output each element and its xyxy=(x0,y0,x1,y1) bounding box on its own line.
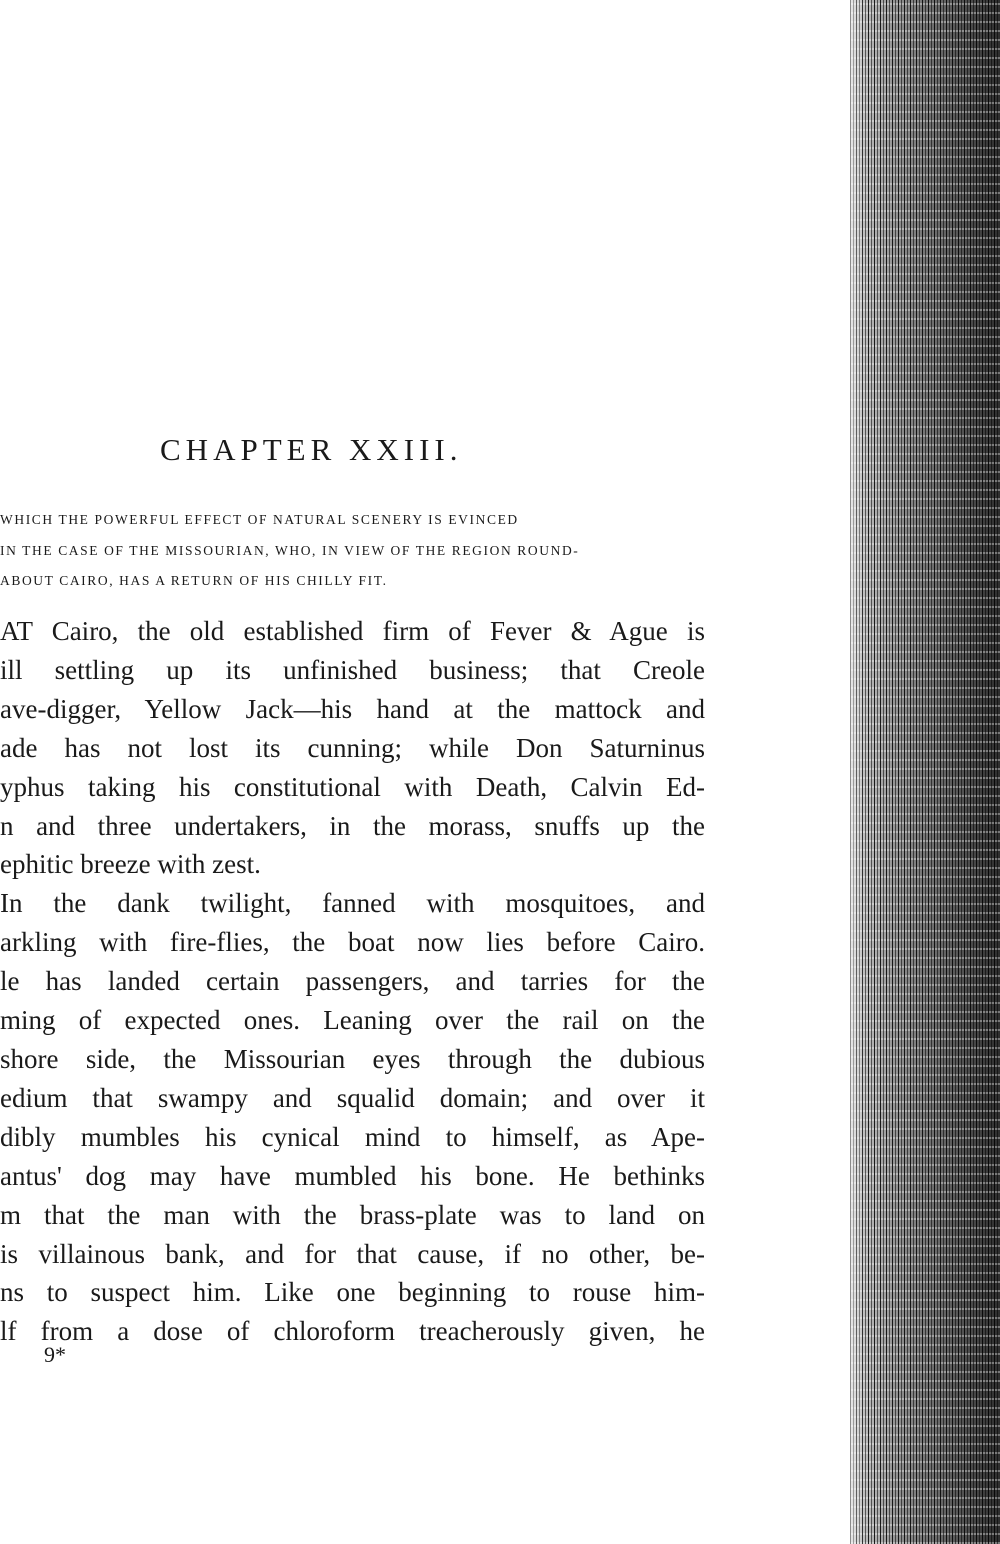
body-line: ns to suspect him. Like one beginning to rouse him- xyxy=(0,1277,705,1308)
body-line: yphus taking his constitutional with Death, Calvin Ed- xyxy=(0,771,705,802)
page-edge-shadow xyxy=(850,0,1000,1544)
body-line: ave-digger, Yellow Jack—his hand at the mattock and xyxy=(0,693,705,724)
body-line: shore side, the Missourian eyes through the dubious xyxy=(0,1043,705,1074)
body-line: ephitic breeze with zest. xyxy=(0,849,261,880)
body-line: ade has not lost its cunning; while Don Saturninus xyxy=(0,732,705,763)
body-line: lf from a dose of chloroform treacherously given, he xyxy=(0,1316,705,1347)
body-line: ill settling up its unfinished business; that Creole xyxy=(0,654,705,685)
page-folio: 9* xyxy=(44,1342,66,1367)
body-line: In the dank twilight, fanned with mosquitoes, and xyxy=(0,888,705,919)
body-line: n and three undertakers, in the morass, snuffs up the xyxy=(0,810,705,841)
summary-line: WHICH THE POWERFUL EFFECT OF NATURAL SCENERY IS EVINCED xyxy=(0,512,519,527)
body-line: AT Cairo, the old established firm of Fever & Ague is xyxy=(0,616,705,646)
body-line: dibly mumbles his cynical mind to himself, as Ape- xyxy=(0,1121,705,1152)
body-line: ming of expected ones. Leaning over the rail on the xyxy=(0,1005,705,1036)
body-line: is villainous bank, and for that cause, if no other, be- xyxy=(0,1238,705,1269)
summary-line: ABOUT CAIRO, HAS A RETURN OF HIS CHILLY FIT. xyxy=(0,573,388,588)
body-line: le has landed certain passengers, and tarries for the xyxy=(0,966,705,997)
body-line: antus' dog may have mumbled his bone. He bethinks xyxy=(0,1160,705,1191)
chapter-title: CHAPTER XXIII. xyxy=(160,432,463,467)
page-edge-fade xyxy=(835,0,865,1544)
chapter-summary xyxy=(0,505,705,597)
body-line: edium that swampy and squalid domain; and over it xyxy=(0,1082,705,1113)
body-text xyxy=(0,612,705,1351)
body-line: arkling with fire-flies, the boat now lies before Cairo. xyxy=(0,927,705,958)
summary-line: IN THE CASE OF THE MISSOURIAN, WHO, IN VIEW OF THE REGION ROUND- xyxy=(0,542,580,558)
body-line: m that the man with the brass-plate was to land on xyxy=(0,1199,705,1230)
